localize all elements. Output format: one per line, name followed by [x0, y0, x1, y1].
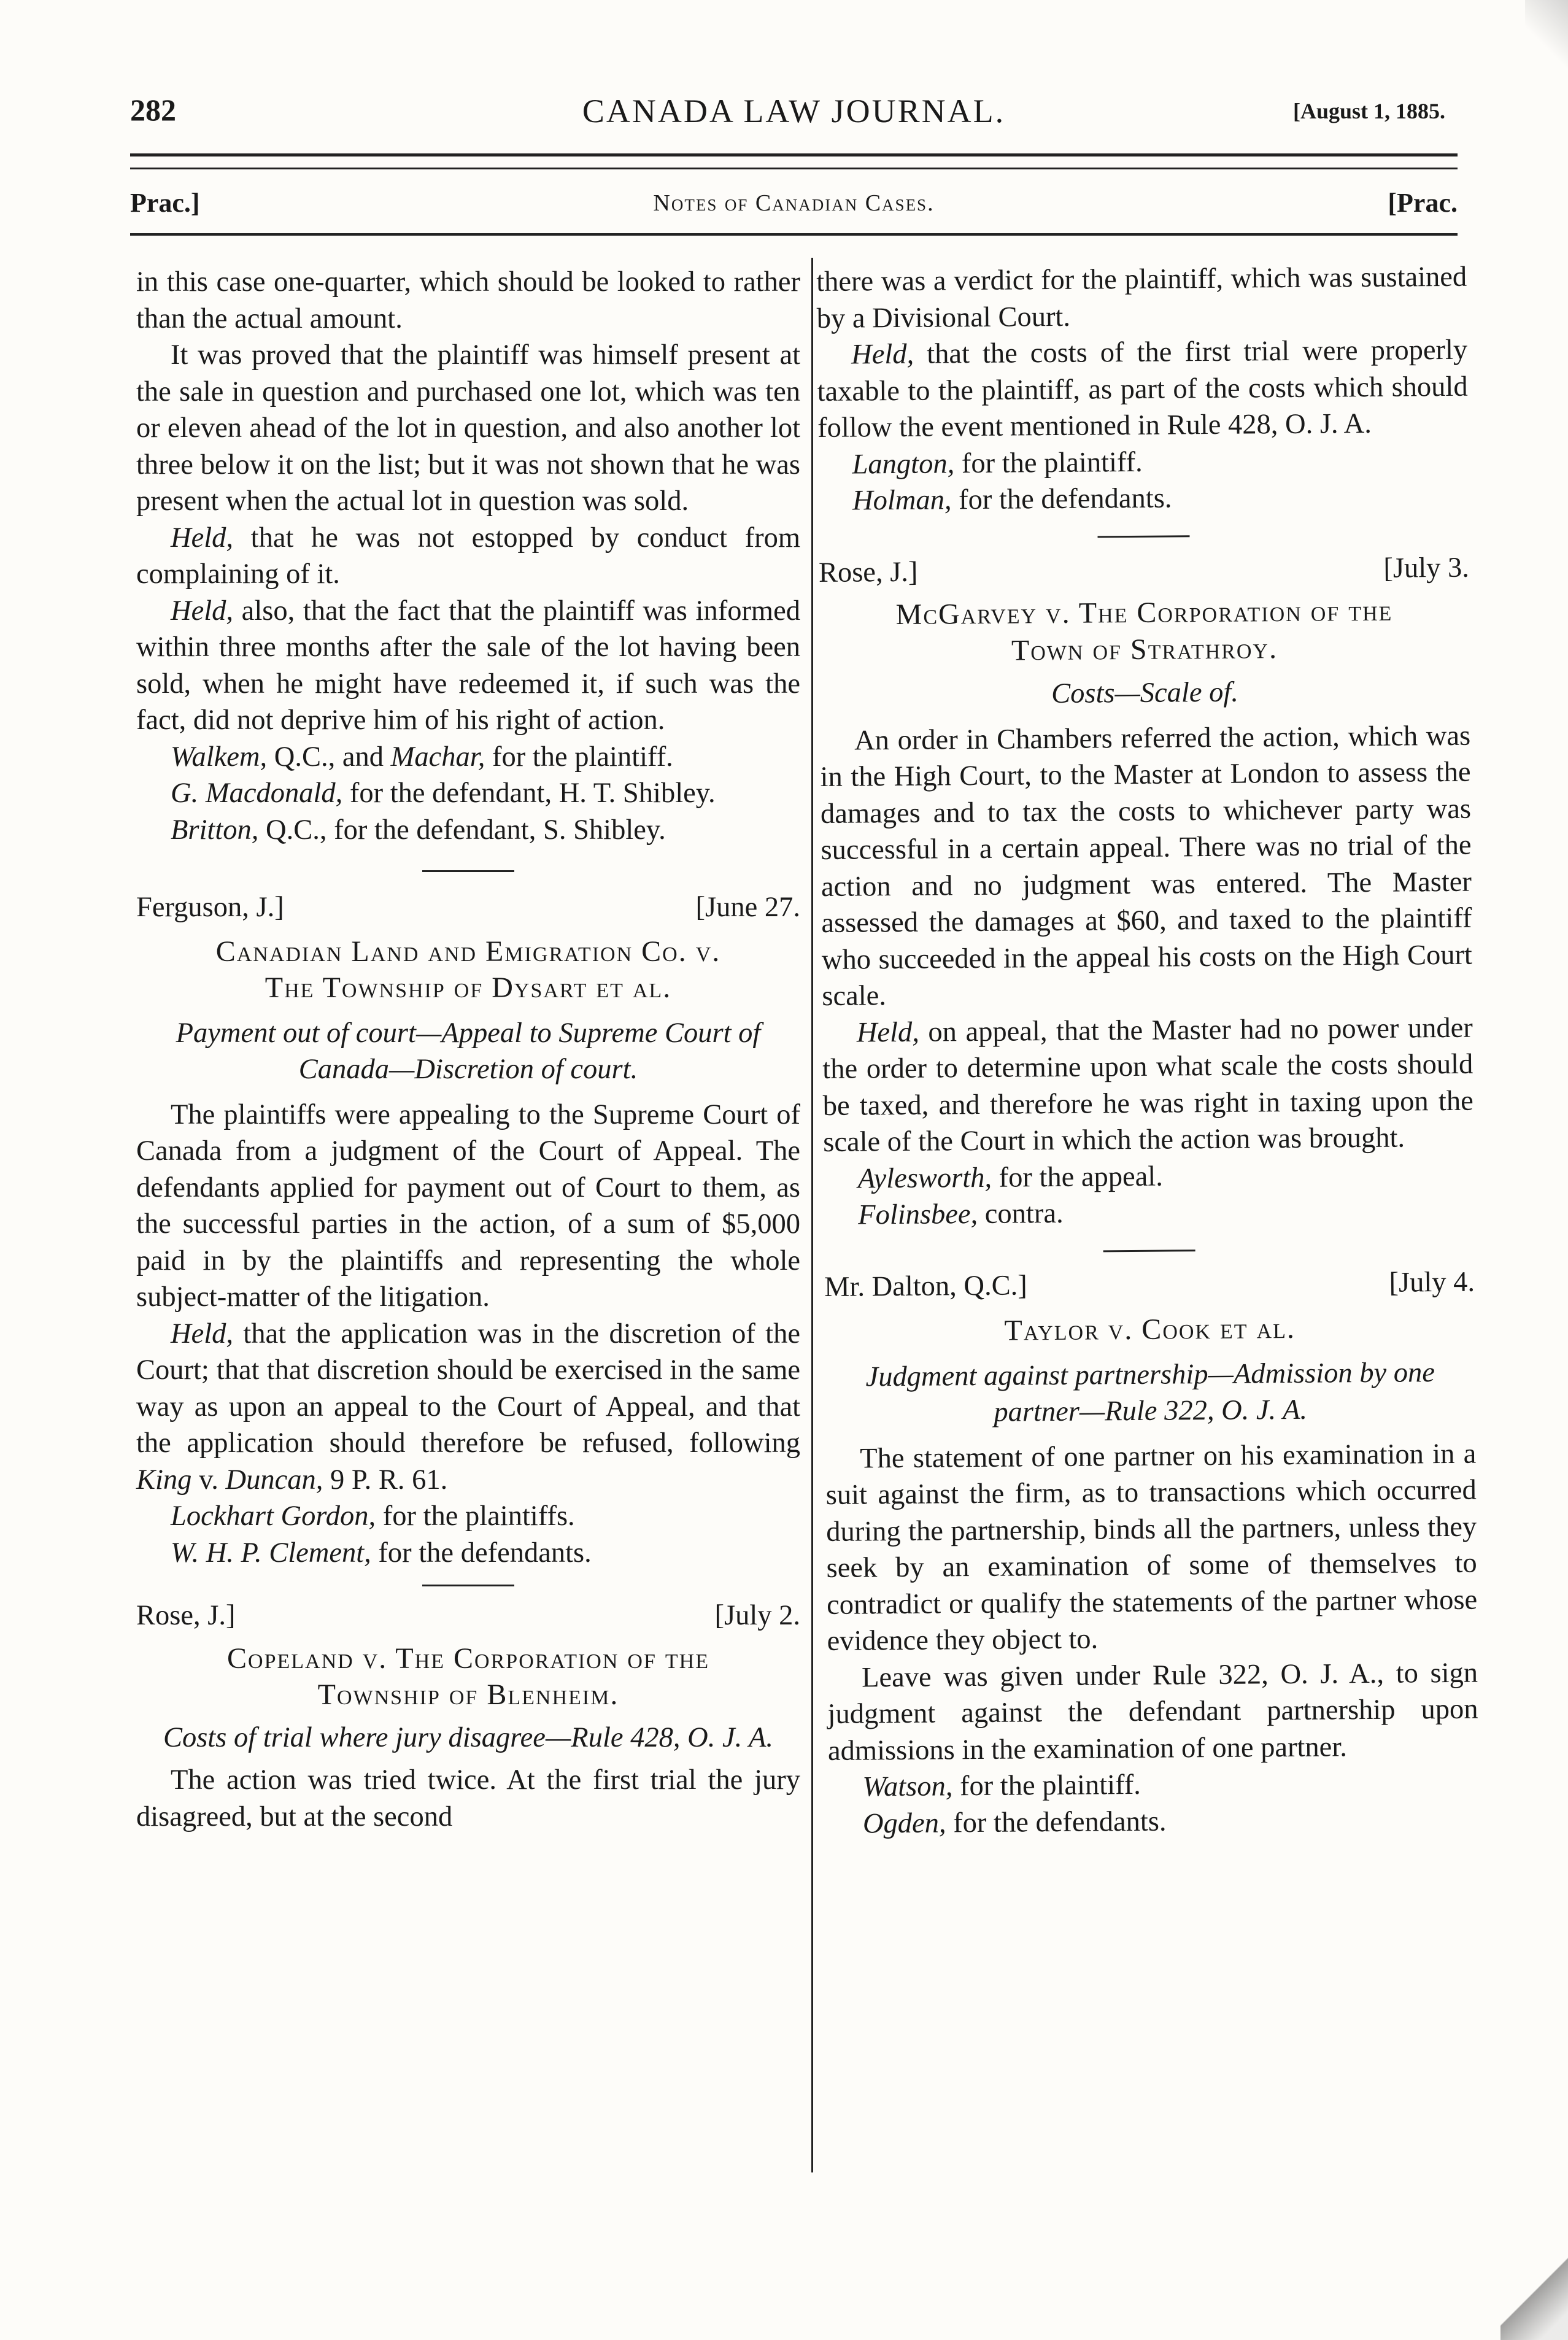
case-separator — [1103, 1249, 1195, 1252]
case-subject: Payment out of court—Appeal to Supreme Court of Canada—Discretion of court. — [176, 1017, 761, 1085]
case-title: Canadian Land and Emigration Co. v. — [215, 935, 721, 968]
counsel-line — [828, 1801, 1479, 1842]
held-lead: Held, — [171, 522, 234, 554]
left-column — [136, 264, 800, 1835]
paragraph: there was a verdict for the plaintiff, which was sustained by a Divisional Court. — [816, 261, 1467, 334]
holding-text: also, that the fact that the plaintiff was informed within three months after the sale of the lot having been sold, when he might have redeemed it, if such was the fact, did not deprive him of his right of action. — [136, 595, 800, 736]
paragraph: Leave was given under Rule 322, O. J. A., to sign judgment against the defendant partnership upon admissions in the examination of one partner. — [827, 1657, 1478, 1767]
case-separator — [422, 870, 514, 872]
case-subject: Judgment against partnership—Admission by one partner—Rule 322, O. J. A. — [865, 1356, 1435, 1428]
case-title: Township of Blenheim. — [317, 1678, 619, 1711]
paragraph: It was proved that the plaintiff was himself present at the sale in question and purchased one lot, which was ten or eleven ahead of the lot in question, and also another lot three below it on the list; but it was not shown that he was present when the actual lot in question was sold. — [136, 339, 800, 517]
counsel-line — [136, 1535, 800, 1572]
held-lead: Held, — [851, 338, 914, 371]
counsel-text: for the defendants. — [946, 1805, 1167, 1839]
counsel-name: Watson, — [862, 1770, 953, 1803]
case-subject: Costs of trial where jury disagree—Rule 428, O. J. A. — [163, 1721, 774, 1753]
counsel-text: for the defendants. — [371, 1537, 592, 1569]
counsel-line — [828, 1764, 1478, 1806]
counsel-name: Folinsbee, — [857, 1198, 978, 1231]
column-divider — [811, 258, 813, 2172]
decision-date: [June 27. — [695, 892, 800, 923]
holding — [136, 593, 800, 739]
case-title: Taylor v. Cook et al. — [1004, 1311, 1296, 1347]
holding-text: that the application was in the discretion of the Court; that that discretion should be exercised in the same way as upon an appeal to the Court of Appeal, and that the application should therefore be refused, following — [136, 1318, 800, 1459]
right-column — [816, 259, 1479, 1842]
holding — [136, 1316, 800, 1499]
cited-case: Duncan, — [225, 1464, 323, 1496]
judge-name: Ferguson, J.] — [136, 892, 284, 923]
holding-text: that he was not estopped by conduct from complaining of it. — [136, 522, 800, 590]
scan-page-edge — [1525, 0, 1568, 74]
decision-date: [July 3. — [1383, 552, 1470, 584]
header-double-rule — [130, 153, 1458, 169]
counsel-name: Holman, — [852, 484, 952, 517]
counsel-text: for the plaintiff. — [485, 741, 673, 773]
counsel-text: contra. — [977, 1197, 1064, 1230]
scan-page-corner — [1500, 2223, 1568, 2340]
judge-name: Rose, J.] — [818, 556, 918, 589]
case-heading-line — [819, 549, 1469, 591]
case-title: McGarvey v. The Corporation of the — [895, 594, 1393, 631]
counsel-text: for the plaintiffs. — [376, 1500, 575, 1532]
case-subject: Costs—Scale of. — [1051, 676, 1239, 710]
counsel-line — [136, 739, 800, 776]
section-header-right: [Prac. — [1388, 188, 1458, 218]
case-separator — [1097, 535, 1189, 538]
counsel-text: Q.C., and — [267, 741, 391, 773]
case-heading-line — [136, 1597, 800, 1634]
counsel-name: G. Macdonald, — [171, 778, 343, 809]
judge-name: Mr. Dalton, Q.C.] — [824, 1269, 1027, 1303]
paragraph: The plaintiffs were appealing to the Supreme Court of Canada from a judgment of the Court of Appeal. The defendants applied for payment out of Court to them, as the successful parties in the action, of a sum of $5,000 paid in by the plaintiffs and representing the whole subject-matter of the litigation. — [136, 1099, 800, 1313]
holding — [817, 332, 1468, 447]
counsel-line — [136, 812, 800, 849]
counsel-name: Langton, — [852, 447, 955, 481]
counsel-line — [136, 1498, 800, 1535]
holding-text: on appeal, that the Master had no power under the order to determine upon what scale the costs should be taxed, and therefore he was right in taxing upon the scale of the Court in which the action was brought. — [822, 1012, 1473, 1158]
counsel-name: Aylesworth, — [857, 1162, 992, 1195]
counsel-text: Q.C., for the defendant, S. Shibley. — [258, 814, 666, 846]
held-lead: Held, — [171, 1318, 234, 1350]
counsel-line — [824, 1192, 1474, 1234]
running-header — [130, 92, 1458, 135]
case-title: Copeland v. The Corporation of the — [227, 1642, 709, 1675]
decision-date: [July 4. — [1389, 1266, 1475, 1299]
counsel-name: Ogden, — [862, 1807, 946, 1839]
held-lead: Held, — [171, 595, 234, 627]
decision-date: [July 2. — [714, 1600, 800, 1631]
counsel-text: for the appeal. — [991, 1160, 1164, 1194]
case-separator — [422, 1585, 514, 1586]
section-header-title: Notes of Canadian Cases. — [653, 190, 935, 216]
counsel-name: W. H. P. Clement, — [171, 1537, 371, 1569]
paragraph: The statement of one partner on his examination in a suit against the firm, as to transactions which occurred during the partnership, binds all the partners, unless they seek by an examination of some of themselves to contradict or qualify the statements of the partner whose evidence they object to. — [825, 1438, 1478, 1657]
counsel-text: for the defendant, H. T. Shibley. — [342, 778, 716, 809]
case-title: The Township of Dysart et al. — [265, 971, 672, 1004]
paragraph: An order in Chambers referred the action, which was in the High Court, to the Master at London to assess the damages and to tax the costs to whichever party was successful in a certain appeal. There was no trial of the action and no judgment was entered. The Master assessed the damages at $60, and taxed to the plaintiff who succeeded in the appeal his costs on the High Court scale. — [820, 720, 1473, 1012]
counsel-line — [823, 1156, 1473, 1197]
counsel-name: Lockhart Gordon, — [171, 1500, 376, 1532]
counsel-text: for the plaintiff. — [954, 446, 1143, 479]
holding-text: that the costs of the first trial were properly taxable to the plaintiff, as part of the costs which should follow the event mentioned in Rule 428, O. J. A. — [817, 334, 1468, 444]
section-header — [130, 187, 1458, 224]
holding-text: v. — [191, 1464, 226, 1496]
case-heading-line — [136, 889, 800, 926]
holding — [822, 1010, 1474, 1160]
counsel-name: Walkem, — [171, 741, 268, 773]
issue-date: [August 1, 1885. — [1292, 99, 1445, 123]
page-number: 282 — [130, 93, 176, 127]
paragraph: in this case one-quarter, which should be looked to rather than the actual amount. — [136, 266, 800, 334]
holding — [136, 520, 800, 593]
held-lead: Held, — [856, 1016, 920, 1049]
counsel-line — [136, 775, 800, 812]
counsel-text: for the defendants. — [951, 482, 1172, 516]
case-title: Town of Strathroy. — [1011, 631, 1278, 667]
paragraph: The action was tried twice. At the first trial the jury disagreed, but at the second — [136, 1764, 800, 1832]
counsel-name: Machar, — [390, 741, 485, 773]
counsel-line — [817, 441, 1468, 483]
holding-text: 9 P. R. 61. — [323, 1464, 448, 1496]
section-header-left: Prac.] — [130, 188, 200, 218]
counsel-text: for the plaintiff. — [952, 1769, 1141, 1802]
section-header-rule — [130, 233, 1458, 236]
cited-case: King — [136, 1464, 192, 1496]
journal-title: CANADA LAW JOURNAL. — [582, 93, 1006, 129]
judge-name: Rose, J.] — [136, 1600, 236, 1631]
counsel-name: Britton, — [171, 814, 259, 846]
case-heading-line — [824, 1264, 1475, 1305]
counsel-line — [818, 478, 1469, 520]
